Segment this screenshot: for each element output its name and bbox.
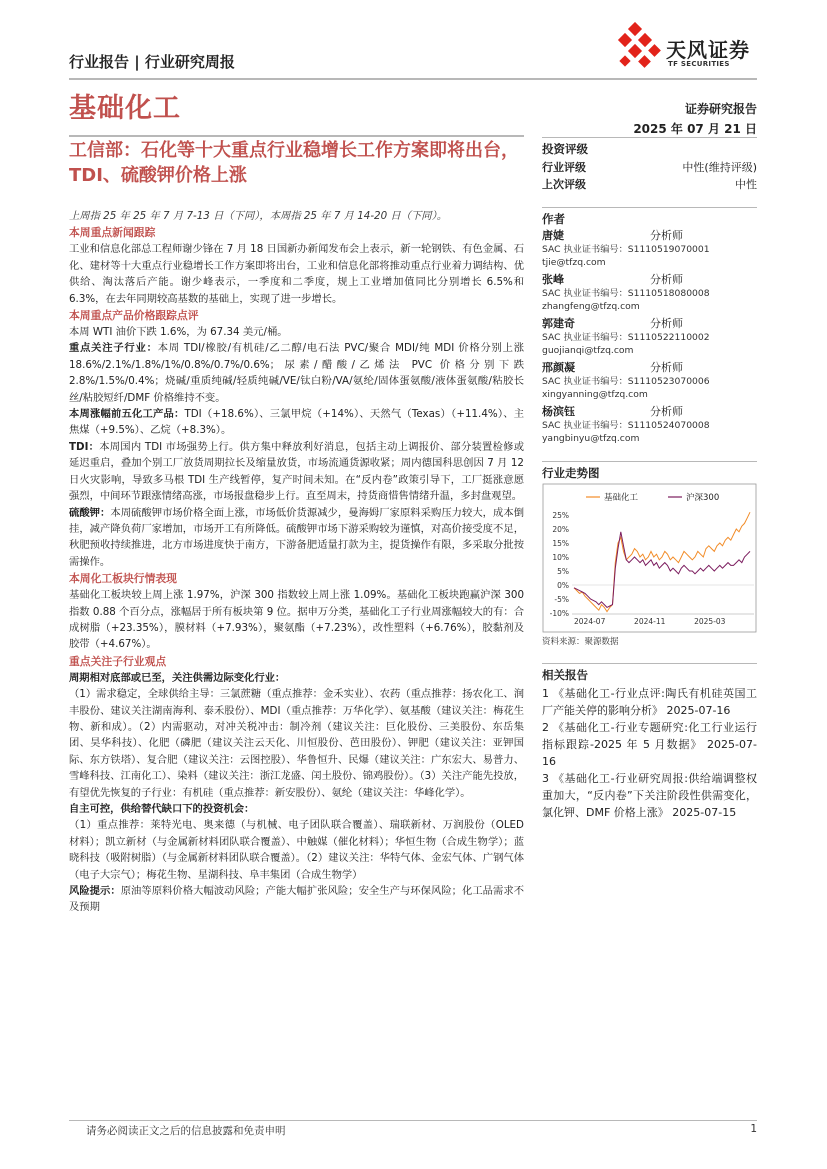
company-logo: [612, 22, 762, 74]
related-reports: [542, 685, 757, 821]
analyst-header: [542, 229, 757, 243]
potassium-sulfate-lead: 硫酸钾：: [69, 506, 111, 519]
logo-name-en: TF SECURITIES: [668, 60, 730, 68]
section-views-title: 重点关注子行业观点: [69, 654, 167, 668]
analyst-header: [542, 317, 757, 331]
sidebar: [542, 137, 757, 821]
key-subindustry-text: 本周 TDI/橡胶/有机硅/乙二醇/电石法 PVC/聚合 MDI/纯 MDI 价格分别上涨 18.6%/2.1%/1.8%/1%/0.8%/0.7%/0.6%；尿素/醋酸/乙烯法 PVC 价格分别下跌 2.8%/1.5%/0.4%；烧碱/重质纯碱/轻质纯碱/VE/钛白粉/VA/氨纶/固体蛋氨酸/液体蛋氨酸/粘胶长丝/粘胶短纤/DMF 价格维持不变。: [69, 342, 525, 404]
chart-svg: [542, 483, 757, 633]
x-tick-label: 2025-03: [694, 617, 726, 626]
trend-title: 行业走势图: [542, 466, 600, 480]
key-subindustry-lead: 重点关注子行业：: [69, 342, 158, 355]
analyst-header: [542, 361, 757, 375]
main-title: 工信部：石化等十大重点行业稳增长工作方案即将出台，TDI、硫酸钾价格上涨: [69, 140, 519, 186]
analyst-email[interactable]: tjie@tfzq.com: [542, 257, 606, 268]
prev-rating-label: 上次评级: [542, 178, 586, 191]
potassium-sulfate-text: 本周硫酸钾市场价格全面上涨，市场低价货源减少，曼海姆厂家原料采购压力较大，成本倒挂，减产降负荷厂家增加，市场开工有所降低。硫酸钾市场下游采购较为谨慎，对高价接受度不足，秋肥预收持续推进，北方市场进度快于南方，下游备肥适量打款为主，提货操作有限，多采取分批按需操作。: [69, 506, 525, 568]
analyst-header: [542, 273, 757, 287]
analyst-name: 张峰: [542, 273, 564, 286]
date-intro: 上周指 25 年 25 年 7 月 7-13 日（下同），本周指 25 年 7 月 14-20 日（下同）。: [69, 210, 448, 222]
analyst-entry: [542, 361, 757, 401]
analyst-email[interactable]: xingyanning@tfzq.com: [542, 389, 648, 400]
cycle-paragraph: （1）需求稳定，全球供给主导：三氯蔗糖（重点推荐：金禾实业）、农药（重点推荐：扬农化工、润丰股份、建议关注湖南海利、泰禾股份）、MDI（重点推荐：万华化学）、氨基酸（建议关注：梅花生物、新和成）。（2）内需驱动，对冲关税冲击：制冷剂（建议关注：巨化股份、三美股份、东岳集团、昊华科技）、化肥（磷肥（建议关注云天化、川恒股份、芭田股份）、钾肥（建议关注：亚钾国际、东方铁塔）、复合肥（建议关注：云图控股）、华鲁恒升、民爆（建议关注：广东宏大、易普力、雪峰科技、江南化工）、染料（建议关注：浙江龙盛、闰土股份、锦鸡股份）。（3）关注产能先投放，有望优先恢复的子行业：有机硅（重点推荐：新安股份）、氨纶（建议关注：华峰化学）。: [69, 688, 524, 799]
wti-paragraph: 本周 WTI 油价下跌 1.6%，为 67.34 美元/桶。: [69, 326, 288, 339]
top-gainers-lead: 本周涨幅前五化工产品：: [69, 408, 185, 421]
analyst-cert: SAC 执业证书编号：S1110518080008: [542, 288, 710, 299]
report-type: 行业报告 | 行业研究周报: [69, 53, 235, 71]
tdi-lead: TDI：: [69, 440, 100, 453]
analyst-entry: [542, 317, 757, 357]
risk-paragraph: [69, 883, 524, 916]
analyst-cert: SAC 执业证书编号：S1110524070008: [542, 420, 710, 431]
industry-rating-value: 中性(维持评级): [682, 161, 757, 174]
report-label: 证券研究报告: [684, 102, 757, 116]
analyst-entry: [542, 405, 757, 445]
cycle-subtitle: 周期相对底部或已至，关注供需边际变化行业：: [69, 671, 286, 684]
analyst-cert: SAC 执业证书编号：S1110519070001: [542, 244, 710, 255]
prev-rating-value: 中性: [735, 178, 757, 191]
related-report-item[interactable]: 3 《基础化工-行业研究周报:供给端调整权重加大，“反内卷”下关注阶段性供需变化，氯化钾、DMF 价格上涨》 2025-07-15: [542, 772, 757, 819]
analyst-name: 杨滨钰: [542, 405, 575, 418]
y-tick-label: 5%: [557, 567, 569, 576]
authors-title: 作者: [542, 212, 565, 226]
industry-rating-label: 行业评级: [542, 161, 586, 174]
chart-source: 资料来源：聚源数据: [542, 637, 619, 647]
sidebar-divider: [542, 461, 757, 462]
self-control-paragraph: （1）重点推荐：莱特光电、奥来德（与机械、电子团队联合覆盖）、瑞联新材、万润股份（OLED 材料）；凯立新材（与金属新材料团队联合覆盖）、中触媒（催化材料）；华恒生物（合成生物学）；蓝晓科技（吸附树脂）（与金属新材料团队联合覆盖）。（2）建议关注：华特气体、金宏气体、广钢气体（电子大宗气）；梅花生物、星湖科技、阜丰集团（合成生物学）: [69, 819, 524, 881]
analyst-title: 分析师: [650, 229, 683, 242]
y-tick-label: 0%: [557, 581, 569, 590]
analyst-entry: [542, 273, 757, 313]
x-tick-label: 2024-07: [574, 617, 606, 626]
analyst-cert: SAC 执业证书编号：S1110523070006: [542, 376, 710, 387]
header-divider: [69, 78, 757, 80]
market-paragraph: 基础化工板块较上周上涨 1.97%，沪深 300 指数较上周上涨 1.09%。基础化工板块跑赢沪深 300 指数 0.88 个百分点，涨幅居于所有板块第 9 位。据申万分类，基础化工子行业周涨幅较大的有：合成树脂（+23.35%），膜材料（+7.93%），聚氨酯（+7.23%），改性塑料（+6.76%），胶黏剂及胶带（+4.67%）。: [69, 589, 524, 651]
section-market-title: 本周化工板块行情表现: [69, 572, 177, 586]
footer-divider: [69, 1120, 757, 1121]
series-line: [574, 512, 750, 611]
y-tick-label: 20%: [552, 525, 569, 534]
top-gainers-text: TDI（+18.6%）、三氯甲烷（+14%）、天然气（Texas）（+11.4%）、主焦煤（+9.5%）、乙烷（+8.3%）。: [69, 408, 525, 437]
news-paragraph: 工业和信息化部总工程师谢少锋在 7 月 18 日国新办新闻发布会上表示，新一轮钢铁、有色金属、石化、建材等十大重点行业稳增长工作方案即将出台，工业和信息化部将推动重点行业着力调结构、优供给、淘汰落后产能。谢少峰表示，一季度和二季度，规上工业增加值同比分别增长 6.5%和 6.3%，在去年同期较高基数的基础上，实现了进一步增长。: [69, 243, 524, 305]
analyst-title: 分析师: [650, 405, 683, 418]
analyst-title: 分析师: [650, 317, 683, 330]
analyst-cert: SAC 执业证书编号：S1110522110002: [542, 332, 710, 343]
y-tick-label: 15%: [552, 539, 569, 548]
tdi-text: 本周国内 TDI 市场强势上行。供方集中释放利好消息，包括主动上调报价、部分装置检修或延迟重启，叠加个别工厂放货周期拉长及缩量放货，市场流通货源收紧；周内德国科思创因 7 月 12 日火灾影响，导致多马根 TDI 生产线暂停，复产时间未知。在“反内卷”政策引导下，工厂挺涨意愿强烈，中间环节跟涨情绪高涨，市场报盘稳步上行。直至周末，持货商惜售情绪升温，多封盘观望。: [69, 440, 524, 503]
y-tick-label: 25%: [552, 511, 569, 520]
sector-title: 基础化工: [69, 93, 181, 124]
key-subindustry-paragraph: [69, 340, 524, 406]
industry-trend-chart: [542, 483, 757, 633]
report-date: 2025 年 07 月 21 日: [633, 122, 757, 136]
top-gainers-paragraph: [69, 406, 524, 439]
analyst-title: 分析师: [650, 273, 683, 286]
analyst-header: [542, 405, 757, 419]
prev-rating-row: [542, 176, 757, 193]
risk-lead: 风险提示：: [69, 885, 121, 898]
analyst-title: 分析师: [650, 361, 683, 374]
y-tick-label: -10%: [549, 609, 569, 618]
analyst-name: 郭建奇: [542, 317, 575, 330]
legend-label: 基础化工: [604, 493, 639, 503]
sidebar-divider: [542, 207, 757, 208]
y-tick-label: -5%: [554, 595, 569, 604]
analyst-entry: [542, 229, 757, 269]
analyst-email[interactable]: yangbinyu@tfzq.com: [542, 433, 640, 444]
related-report-item[interactable]: 1 《基础化工-行业点评:陶氏有机硅英国工厂产能关停的影响分析》 2025-07-16: [542, 687, 757, 717]
tdi-paragraph: [69, 439, 524, 505]
summary-column: [69, 208, 524, 916]
analyst-email[interactable]: zhangfeng@tfzq.com: [542, 301, 640, 312]
section-price-title: 本周重点产品价格跟踪点评: [69, 309, 199, 323]
related-title: 相关报告: [542, 668, 588, 682]
sidebar-divider: [542, 663, 757, 664]
logo-mark-icon: [612, 22, 664, 74]
page-number: 1: [750, 1123, 757, 1135]
title-divider: [69, 135, 524, 137]
self-control-subtitle: 自主可控，供给替代缺口下的投资机会：: [69, 803, 255, 815]
related-report-item[interactable]: 2 《基础化工-行业专题研究:化工行业运行指标跟踪-2025 年 5 月数据》 2025-07-16: [542, 721, 757, 768]
chart-frame: [543, 484, 756, 632]
section-news-title: 本周重点新闻跟踪: [69, 226, 156, 240]
industry-rating-row: [542, 159, 757, 176]
logo-name-cn: 天风证券: [666, 38, 750, 62]
footer-disclaimer: 请务必阅读正文之后的信息披露和免责申明: [86, 1125, 286, 1137]
potassium-sulfate-paragraph: [69, 505, 524, 571]
analyst-name: 邢颜凝: [542, 361, 575, 374]
risk-text: 原油等原料价格大幅波动风险；产能大幅扩张风险；安全生产与环保风险；化工品需求不及预期: [69, 885, 525, 914]
analyst-email[interactable]: guojianqi@tfzq.com: [542, 345, 634, 356]
sidebar-divider: [542, 137, 757, 138]
y-tick-label: 10%: [552, 553, 569, 562]
legend-label: 沪深300: [686, 493, 720, 503]
analyst-name: 唐婕: [542, 229, 564, 242]
x-tick-label: 2024-11: [634, 617, 666, 626]
analyst-list: [542, 229, 757, 445]
rating-title: 投资评级: [542, 142, 588, 156]
